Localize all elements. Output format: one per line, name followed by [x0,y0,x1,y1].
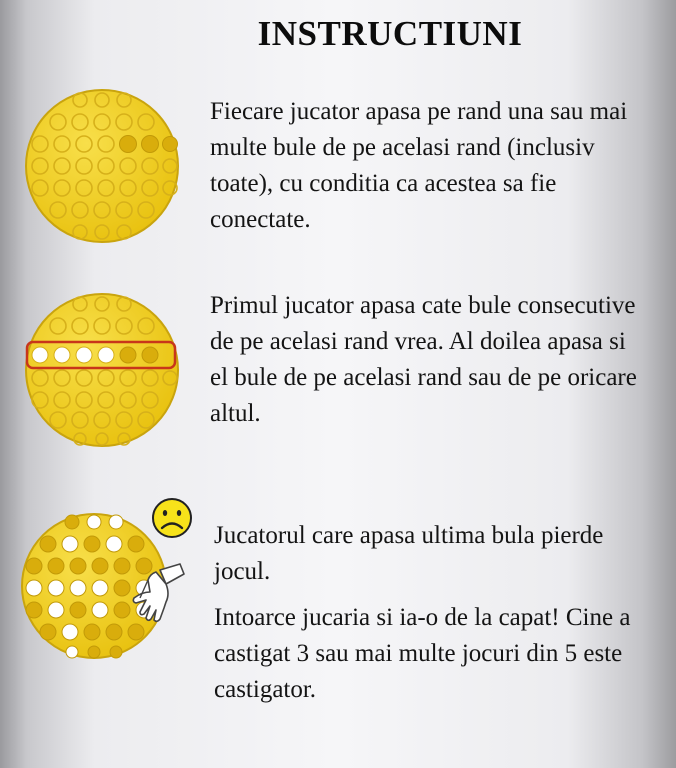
page-title: INSTRUCTIUNI [257,14,523,53]
bubble-toy-1 [22,86,182,246]
sad-face-icon [150,496,194,540]
pointing-hand [120,562,188,630]
sad-face [150,496,194,540]
step-2-text: Primul jucator apasa cate bule consecutive de pe acelasi rand vrea. Al doilea apasa si el bule de pe acelasi rand sau de pe oricare altul. [210,292,637,427]
bubble-toy-icon [22,86,182,246]
bubble-toy-icon [22,290,182,450]
step-3-text: Jucatorul care apasa ultima bula pierde jocul. [214,522,604,585]
step-3-text-2: Intoarce jucaria si ia-o de la capat! Cine a castigat 3 sau mai multe jocuri din 5 este castigator. [214,604,631,703]
bubble-toy-2 [22,290,182,450]
step-1-text: Fiecare jucator apasa pe rand una sau mai multe bule de pe acelasi rand (inclusiv toate), cu conditia ca acestea sa fie conectate. [210,98,628,233]
pointing-hand-icon [120,562,188,630]
